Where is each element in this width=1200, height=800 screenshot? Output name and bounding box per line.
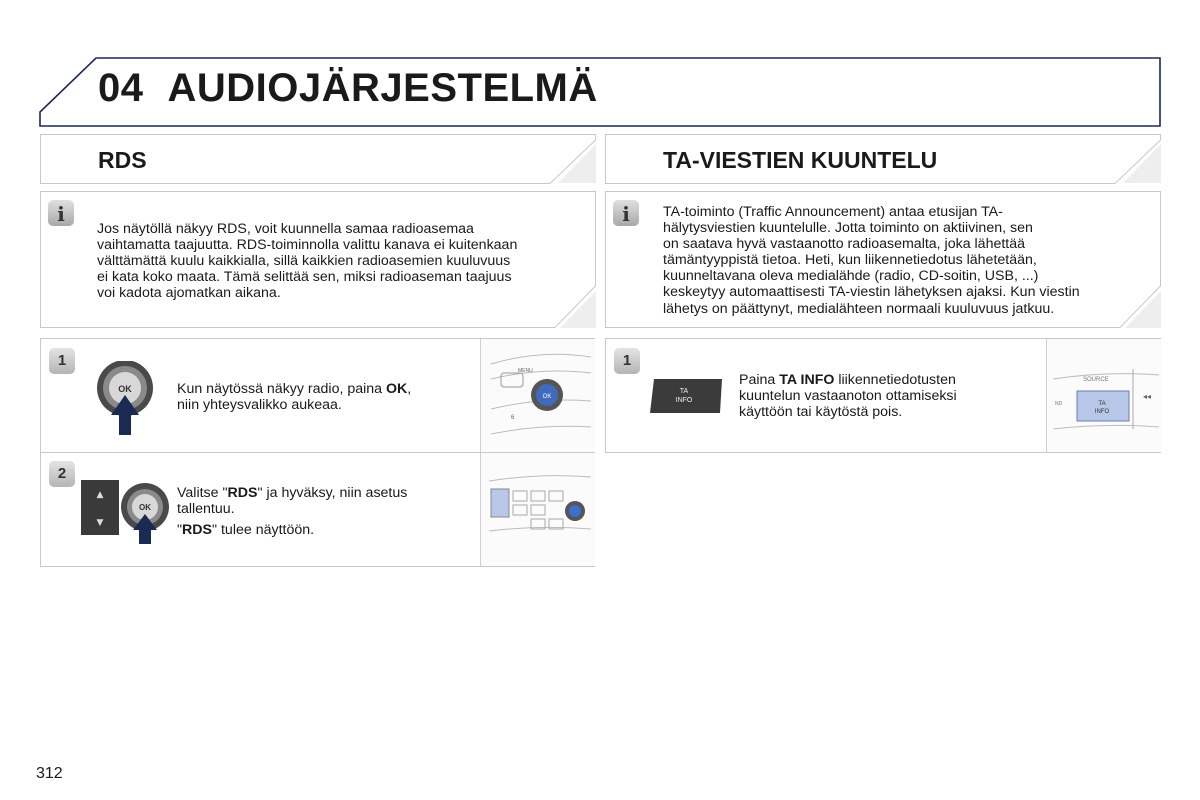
svg-text:▼: ▼: [96, 518, 104, 528]
radio-panel-tainfo-image: [1046, 339, 1161, 452]
ta-info-line: kuunneltavana oleva medialähde (radio, CD-soitin, USB, ...): [663, 268, 1039, 285]
rds-section-title: RDS: [98, 147, 147, 173]
radio-panel-arrows-image: [480, 453, 595, 566]
knob-label: OK: [118, 384, 132, 394]
rds-info-line: ei kata koko maata. Tämä selittää sen, miksi radioaseman taajuus: [97, 269, 512, 286]
page-number: 312: [36, 765, 63, 782]
ta-info-button-icon: [650, 379, 726, 413]
rds-info-line: välttämättä kuulu kaikkialla, sillä kaikkien radioasemien kuuluvuus: [97, 253, 511, 270]
ok-knob-press-icon: [95, 361, 159, 437]
step-number-badge: 2: [49, 461, 75, 487]
svg-text:TA: TA: [679, 388, 689, 395]
svg-text:INFO: INFO: [675, 397, 693, 404]
ta-info-line: TA-toiminto (Traffic Announcement) antaa etusijan TA-: [663, 204, 1003, 220]
step-number-badge: 1: [49, 348, 75, 374]
radio-panel-menu-image: [480, 339, 595, 452]
ta-info-box: [605, 191, 1161, 328]
rds-info-line: Jos näytöllä näkyy RDS, voit kuunnella samaa radioasemaa: [97, 221, 474, 237]
rds-steps-box: [40, 338, 595, 567]
chapter-title: [98, 66, 598, 111]
svg-text:SOURCE: SOURCE: [1083, 377, 1109, 383]
rds-info-line: voi kadota ajomatkan aikana.: [97, 285, 281, 302]
rds-step2-text: Valitse "RDS" ja hyväksy, niin asetus tallentuu. "RDS" tulee näyttöön.: [177, 485, 408, 539]
ta-step1-text: Paina TA INFO liikennetiedotusten kuuntelun vastaanoton ottamiseksi käyttöön tai käytöstä pois.: [739, 372, 957, 421]
rds-section-header: [40, 134, 596, 184]
svg-text:OK: OK: [542, 394, 552, 400]
ta-info-text: [663, 204, 1158, 317]
ta-section-header: [605, 134, 1161, 184]
svg-text:ND: ND: [1055, 401, 1063, 407]
rds-info-line: vaihtamatta taajuutta. RDS-toiminnolla valittu kanava ei kuitenkaan: [97, 237, 518, 254]
ta-section-title: TA-VIESTIEN KUUNTELU: [663, 147, 938, 173]
ta-info-line: hälytysviestien kuuntelulle. Jotta toiminto on aktiivinen, sen: [663, 220, 1033, 237]
info-icon: i: [48, 200, 74, 226]
svg-text:MENU: MENU: [518, 368, 533, 374]
info-icon: i: [613, 200, 639, 226]
ta-info-line: lähetys on päättynyt, medialähteen normaali kuuluvuus jatkuu.: [663, 300, 1055, 317]
chapter-number: 04: [98, 66, 144, 110]
select-arrows-and-ok-icon: [81, 480, 171, 546]
rds-info-box: [40, 191, 596, 328]
svg-text:◂◂: ◂◂: [1143, 392, 1152, 401]
rds-step1-text: Kun näytössä näkyy radio, paina OK, niin yhteysvalikko aukeaa.: [177, 381, 412, 414]
step-number-badge: 1: [614, 348, 640, 374]
ta-info-line: on saatava hyvä vastaanotto radioasemalta, joka lähettää: [663, 236, 1026, 253]
svg-text:INFO: INFO: [1094, 409, 1110, 415]
svg-text:6: 6: [511, 415, 515, 421]
chapter-name: AUDIOJÄRJESTELMÄ: [167, 66, 598, 110]
svg-text:▲: ▲: [96, 490, 104, 500]
rds-info-text: [97, 221, 592, 301]
ta-info-line: tämäntyyppistä tietoa. Heti, kun liikennetiedotus lähetetään,: [663, 252, 1037, 269]
ta-info-line: keskeytyy automaattisesti TA-viestin lähetyksen ajaksi. Kun viestin: [663, 284, 1080, 301]
svg-text:OK: OK: [139, 503, 151, 512]
svg-text:TA: TA: [1098, 401, 1106, 407]
ta-steps-box: [605, 338, 1161, 453]
